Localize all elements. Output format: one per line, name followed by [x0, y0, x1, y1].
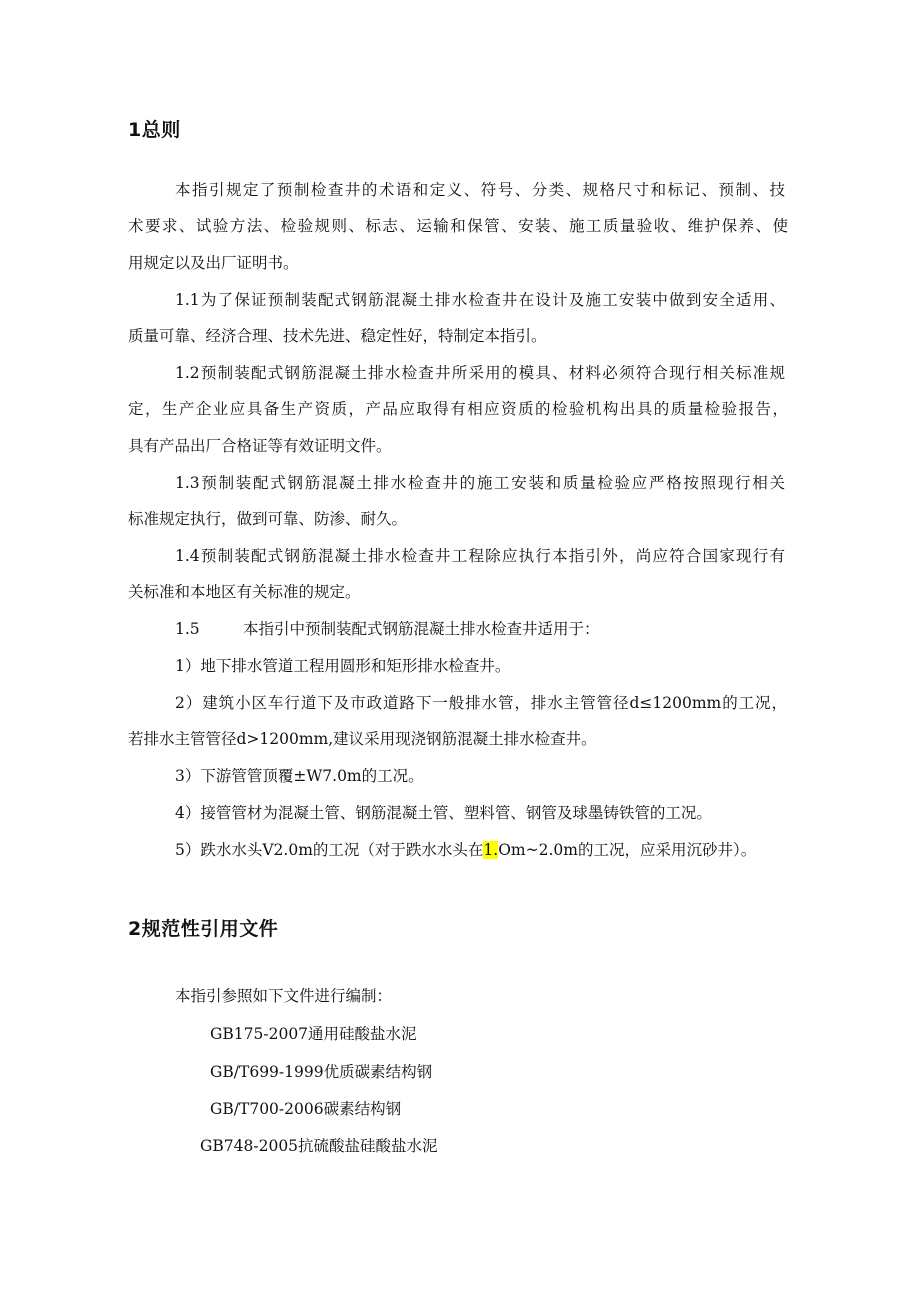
- para-1-3-line-2: 标准规定执行，做到可靠、防渗、耐久。: [128, 510, 408, 528]
- section-2-title: 2规范性引用文件: [128, 918, 279, 940]
- list-item-5: [175, 840, 756, 860]
- list-item-5-prefix: 5）跌水水头V2.0m的工况（对于跌水水头在: [175, 841, 484, 859]
- para-1-2-line-2: 定，生产企业应具备生产资质，产品应取得有相应资质的检验机构出具的质量检验报告，: [128, 400, 788, 418]
- list-item-5-suffix: Om~2.0m的工况，应采用沉砂井）。: [498, 841, 757, 859]
- intro-line-3: 用规定以及出厂证明书。: [128, 254, 299, 272]
- para-1-2-line-1: 1.2预制装配式钢筋混凝土排水检查井所采用的模具、材料必须符合现行相关标准规: [175, 364, 785, 382]
- highlighted-text: 1.: [483, 841, 499, 859]
- para-1-3-line-1: 1.3预制装配式钢筋混凝土排水检查井的施工安装和质量检验应严格按照现行相关: [175, 474, 785, 492]
- intro-line-1: 本指引规定了预制检查井的术语和定义、符号、分类、规格尺寸和标记、预制、技: [175, 181, 785, 199]
- reference-item: GB/T700-2006碳素结构钢: [210, 1100, 402, 1118]
- section-2-intro: 本指引参照如下文件进行编制：: [175, 987, 393, 1005]
- list-item-3: 3）下游管管顶覆±W7.0m的工况。: [175, 767, 424, 785]
- para-1-4-line-2: 关标准和本地区有关标准的规定。: [128, 583, 361, 601]
- list-item-4: 4）接管管材为混凝土管、钢筋混凝土管、塑料管、钢管及球墨铸铁管的工况。: [175, 804, 712, 822]
- section-1-title: 1总则: [128, 119, 181, 141]
- intro-line-2: 术要求、试验方法、检验规则、标志、运输和保管、安装、施工质量验收、维护保养、使: [128, 217, 788, 235]
- para-1-1-line-1: 1.1为了保证预制装配式钢筋混凝土排水检查井在设计及施工安装中做到安全适用、: [175, 291, 785, 309]
- reference-item: GB748-2005抗硫酸盐硅酸盐水泥: [200, 1137, 438, 1155]
- reference-item: GB/T699-1999优质碳素结构钢: [210, 1063, 433, 1081]
- reference-item: GB175-2007通用硅酸盐水泥: [210, 1025, 417, 1043]
- para-1-4-line-1: 1.4预制装配式钢筋混凝土排水检查井工程除应执行本指引外，尚应符合国家现行有: [175, 547, 785, 565]
- para-1-1-line-2: 质量可靠、经济合理、技术先进、稳定性好，特制定本指引。: [128, 327, 547, 345]
- para-1-5-number: 1.5: [175, 620, 200, 638]
- para-1-2-line-3: 具有产品出厂合格证等有效证明文件。: [128, 437, 392, 455]
- list-item-2-line-2: 若排水主管管径d>1200mm,建议采用现浇钢筋混凝土排水检查井。: [128, 730, 597, 748]
- list-item-2-line-1: 2）建筑小区车行道下及市政道路下一般排水管，排水主管管径d≤1200mm的工况，: [175, 694, 787, 712]
- para-1-5-text: 本指引中预制装配式钢筋混凝土排水检查井适用于：: [243, 620, 600, 638]
- list-item-1: 1）地下排水管道工程用圆形和矩形排水检查井。: [175, 657, 511, 675]
